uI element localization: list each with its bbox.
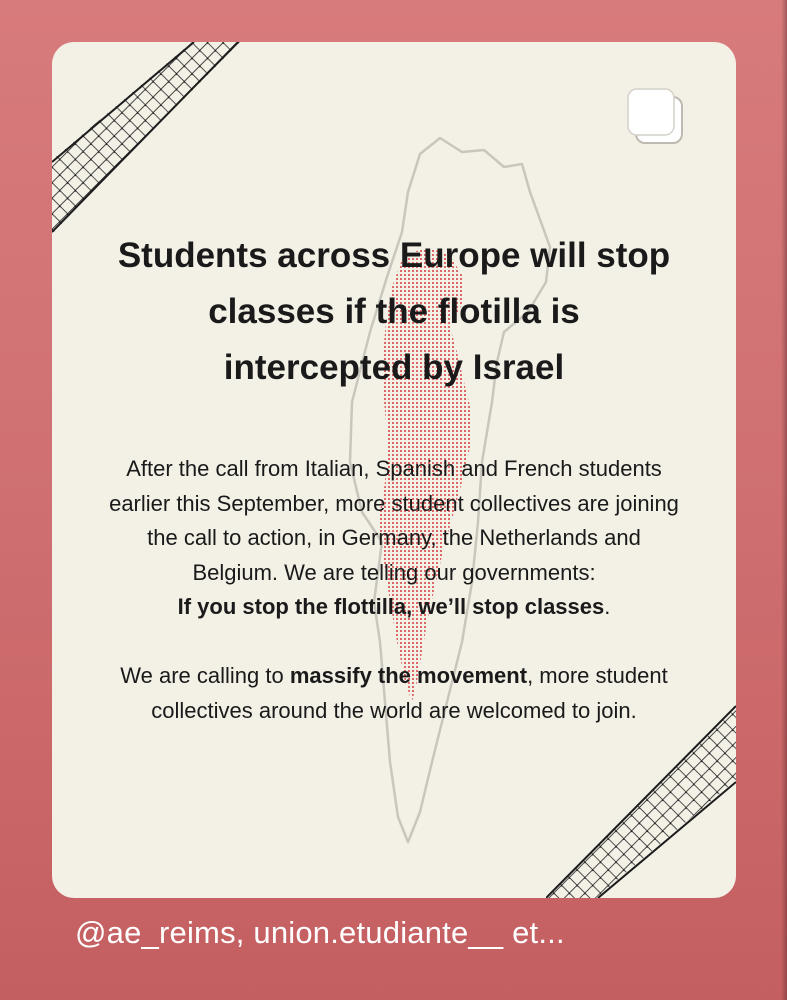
body-paragraph-1: After the call from Italian, Spanish and French students earlier this September, more student collectives are joining the call to action, in Germany, the Netherlands and Belgium. We are telling our governments:	[109, 456, 679, 585]
keffiyeh-pattern-top-left	[52, 42, 242, 242]
caption-accounts[interactable]: @ae_reims, union.etudiante__ et...	[75, 915, 565, 950]
paragraph-spacer	[104, 625, 684, 660]
bold-statement: If you stop the flottilla, we’ll stop classes	[177, 594, 605, 619]
paragraph-2-start: We are calling to	[120, 663, 290, 688]
post-headline: Students across Europe will stop classes if the flotilla is intercepted by Israel	[117, 236, 671, 387]
screen-edge	[781, 0, 787, 1000]
body-bold-line	[104, 590, 684, 625]
body-paragraph-2	[104, 659, 684, 728]
post-card[interactable]	[52, 42, 736, 898]
paragraph-2-bold: massify the movement	[289, 663, 528, 688]
paragraph-2-end: , more student collectives around the world are welcomed to join.	[151, 663, 668, 723]
multiple-photos-icon[interactable]	[627, 88, 687, 148]
post-body	[104, 452, 684, 728]
bold-statement-end: .	[604, 594, 611, 619]
keffiyeh-pattern-bottom-right	[546, 698, 736, 898]
